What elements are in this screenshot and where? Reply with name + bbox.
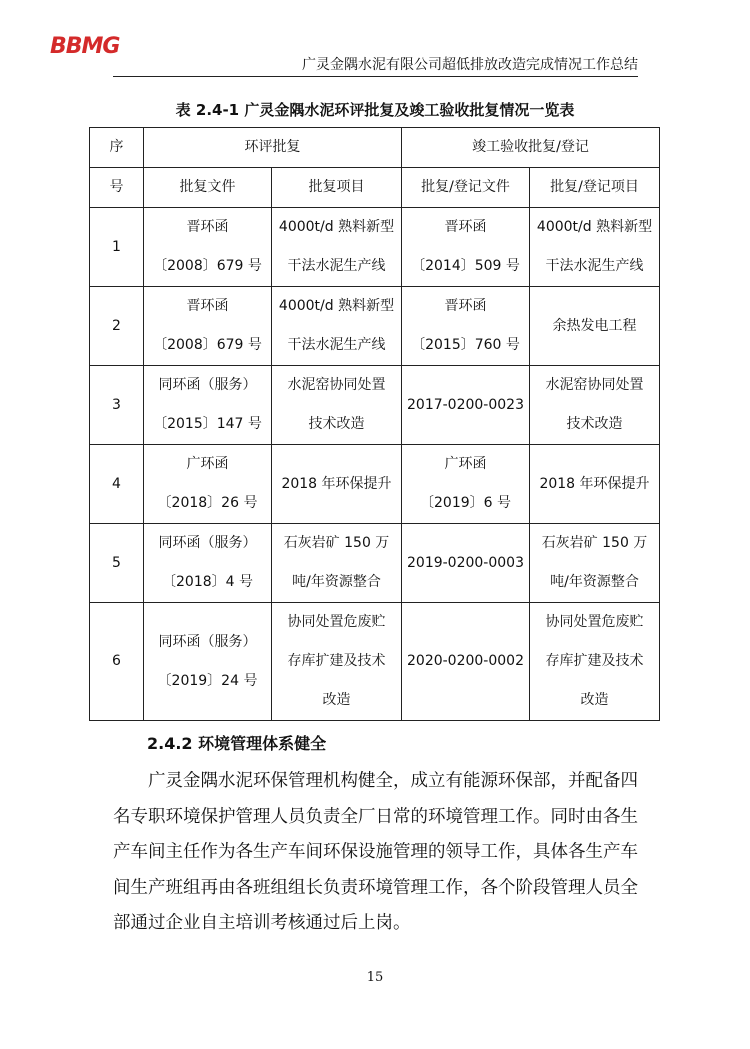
cell-line: 2020-0200-0002	[407, 653, 524, 669]
cell-line: 改造	[580, 692, 609, 708]
cell-line: 同环函（服务）	[158, 535, 257, 551]
page-number: 15	[366, 970, 384, 985]
cell-line: 4000t/d 熟料新型	[278, 298, 395, 314]
eia-project-cell	[272, 524, 402, 603]
col-header-acc-project: 批复/登记项目	[530, 168, 660, 208]
cell-line: 2018 年环保提升	[281, 475, 392, 492]
row-number: 3	[90, 366, 144, 445]
cell-line: 干法水泥生产线	[545, 258, 644, 274]
cell-line: 4000t/d 熟料新型	[278, 219, 395, 235]
cell-line: 〔2008〕679 号	[153, 337, 262, 353]
eia-doc-cell	[144, 366, 272, 445]
cell-line: 〔2018〕26 号	[157, 495, 258, 511]
cell-line: 晋环函	[444, 298, 487, 314]
seq-header-top: 序	[90, 128, 144, 168]
cell-line: 晋环函	[186, 219, 229, 235]
table-row	[90, 445, 660, 524]
cell-line: 晋环函	[444, 219, 487, 235]
cell-line: 同环函（服务）	[158, 377, 257, 393]
cell-line: 吨/年资源整合	[550, 574, 639, 590]
cell-line: 同环函（服务）	[158, 633, 257, 650]
table-row	[90, 524, 660, 603]
cell-line: 技术改造	[566, 416, 623, 432]
cell-line: 水泥窑协同处置	[287, 377, 386, 393]
cell-line: 晋环函	[186, 298, 229, 314]
acc-doc-cell	[402, 603, 530, 721]
acc-doc-cell	[402, 445, 530, 524]
eia-project-cell	[272, 445, 402, 524]
eia-project-cell	[272, 366, 402, 445]
col-header-eia-project: 批复项目	[272, 168, 402, 208]
row-number: 6	[90, 603, 144, 721]
eia-group-header: 环评批复	[144, 128, 402, 168]
cell-line: 协同处置危废贮	[287, 614, 386, 630]
cell-line: 广环函	[186, 456, 229, 472]
acc-project-cell	[530, 603, 660, 721]
table-row	[90, 603, 660, 721]
approval-table	[89, 127, 660, 721]
cell-line: 余热发电工程	[552, 317, 637, 334]
table-row	[90, 208, 660, 287]
row-number: 2	[90, 287, 144, 366]
page-header-title: 广灵金隅水泥有限公司超低排放改造完成情况工作总结	[302, 57, 638, 73]
cell-line: 技术改造	[308, 416, 365, 432]
cell-line: 4000t/d 熟料新型	[536, 219, 653, 235]
acc-project-cell	[530, 366, 660, 445]
table-caption: 表 2.4-1 广灵金隅水泥环评批复及竣工验收批复情况一览表	[175, 101, 575, 119]
cell-line: 〔2019〕24 号	[157, 672, 258, 689]
acc-doc-cell	[402, 287, 530, 366]
col-header-acc-doc: 批复/登记文件	[402, 168, 530, 208]
acc-doc-cell	[402, 208, 530, 287]
acc-doc-cell	[402, 524, 530, 603]
cell-line: 石灰岩矿 150 万	[283, 535, 390, 551]
eia-doc-cell	[144, 208, 272, 287]
acceptance-group-header: 竣工验收批复/登记	[402, 128, 660, 168]
cell-line: 存库扩建及技术	[287, 653, 386, 669]
row-number: 1	[90, 208, 144, 287]
cell-line: 〔2019〕6 号	[420, 495, 511, 511]
header-divider	[113, 76, 638, 77]
table-header-row-2	[90, 168, 660, 208]
eia-doc-cell	[144, 603, 272, 721]
cell-line: 2017-0200-0023	[407, 396, 524, 413]
acc-project-cell	[530, 524, 660, 603]
acc-project-cell	[530, 445, 660, 524]
cell-line: 〔2015〕760 号	[411, 337, 520, 353]
acc-project-cell	[530, 208, 660, 287]
cell-line: 〔2018〕4 号	[162, 574, 253, 590]
cell-line: 干法水泥生产线	[287, 258, 386, 274]
table-row	[90, 287, 660, 366]
row-number: 5	[90, 524, 144, 603]
eia-doc-cell	[144, 445, 272, 524]
eia-project-cell	[272, 287, 402, 366]
cell-line: 水泥窑协同处置	[545, 377, 644, 393]
acc-project-cell	[530, 287, 660, 366]
cell-line: 〔2015〕147 号	[153, 416, 262, 432]
eia-doc-cell	[144, 287, 272, 366]
col-header-eia-doc: 批复文件	[144, 168, 272, 208]
cell-line: 石灰岩矿 150 万	[541, 535, 648, 551]
eia-project-cell	[272, 208, 402, 287]
cell-line: 广环函	[444, 456, 487, 472]
eia-project-cell	[272, 603, 402, 721]
cell-line: 吨/年资源整合	[292, 574, 381, 590]
cell-line: 改造	[322, 692, 351, 708]
cell-line: 干法水泥生产线	[287, 337, 386, 353]
eia-doc-cell	[144, 524, 272, 603]
acc-doc-cell	[402, 366, 530, 445]
cell-line: 存库扩建及技术	[545, 653, 644, 669]
logo-text: BBMG	[50, 34, 120, 59]
cell-line: 〔2014〕509 号	[411, 258, 520, 274]
table-header-row-1	[90, 128, 660, 168]
table-row	[90, 366, 660, 445]
row-number: 4	[90, 445, 144, 524]
section-paragraph: 广灵金隅水泥环保管理机构健全，成立有能源环保部，并配备四名专职环境保护管理人员负责全厂日常的环境管理工作。同时由各生产车间主任作为各生产车间环保设施管理的领导工作，具体各生产车间生产班组再由各班组组长负责环境管理工作，各个阶段管理人员全部通过企业自主培训考核通过后上岗。	[113, 771, 638, 933]
cell-line: 2018 年环保提升	[539, 475, 650, 492]
cell-line: 协同处置危废贮	[545, 614, 644, 630]
seq-header-bottom: 号	[90, 168, 144, 208]
cell-line: 〔2008〕679 号	[153, 258, 262, 274]
section-heading: 2.4.2 环境管理体系健全	[147, 734, 327, 753]
cell-line: 2019-0200-0003	[407, 554, 524, 571]
